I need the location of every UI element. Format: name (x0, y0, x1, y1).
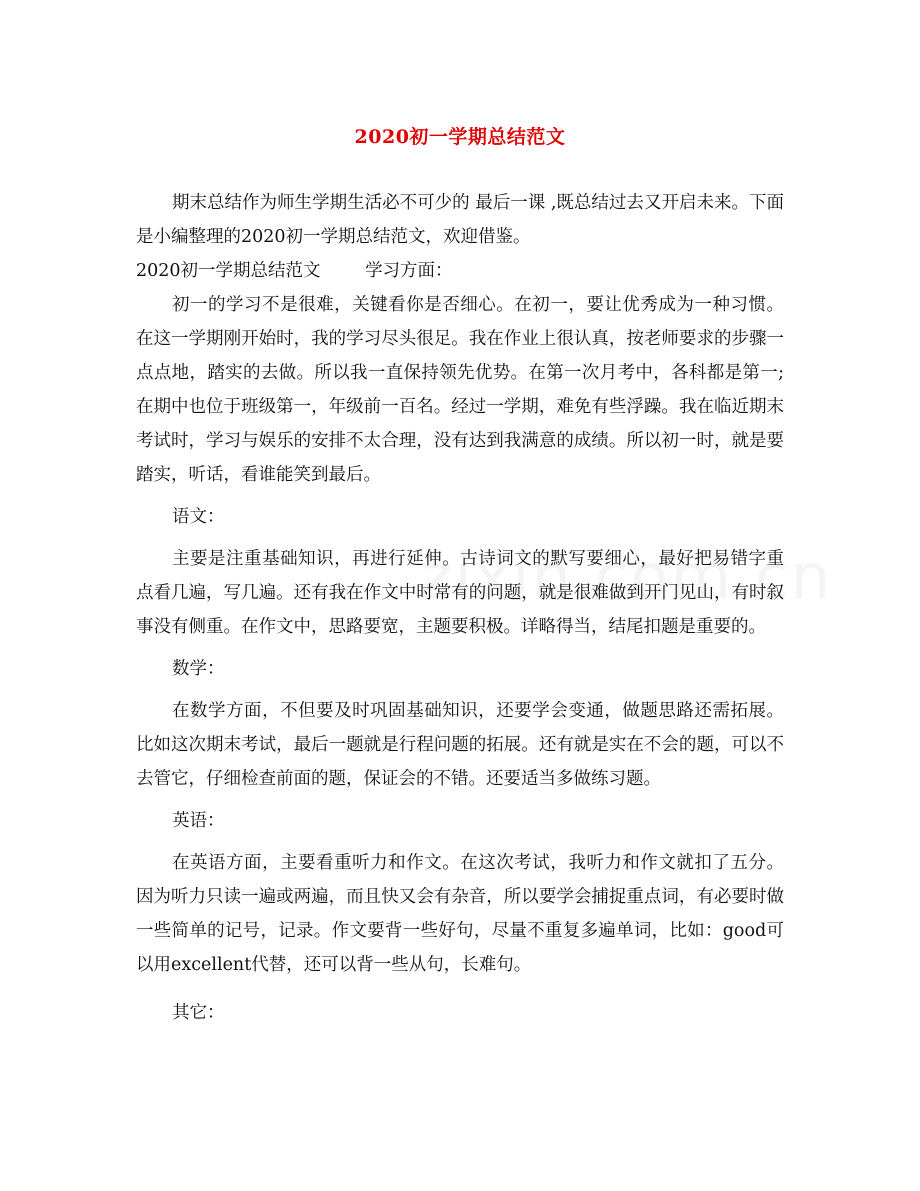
chinese-heading: 语文： (172, 507, 225, 527)
math-paragraph: 在数学方面，不但要及时巩固基础知识，还要学会变通，做题思路还需拓展。比如这次期末考试，最后一题就是行程问题的拓展。还有就是实在不会的题，可以不去管它，仔细检查前面的题，保证会的不错。还要适当多做练习题。 (136, 701, 784, 789)
document-body (136, 186, 784, 1030)
study-section-heading: 学习方面： (365, 261, 453, 281)
study-paragraph: 初一的学习不是很难，关键看你是否细心。在初一，要让优秀成为一种习惯。在这一学期刚开始时，我的学习尽头很足。我在作业上很认真，按老师要求的步骤一点点地，踏实的去做。所以我一直保持领先优势。在第一次月考中，各科都是第一;在期中也位于班级第一，年级前一百名。经过一学期，难免有些浮躁。我在临近期末考试时，学习与娱乐的安排不太合理，没有达到我满意的成绩。所以初一时，就是要踏实，听话，看谁能笑到最后。 (136, 295, 784, 485)
chinese-paragraph: 主要是注重基础知识，再进行延伸。古诗词文的默写要细心，最好把易错字重点看几遍，写几遍。还有我在作文中时常有的问题，就是很难做到开门见山，有时叙事没有侧重。在作文中，思路要宽，主题要积极。详略得当，结尾扣题是重要的。 (136, 549, 784, 637)
section-subline (136, 254, 784, 288)
other-heading: 其它： (172, 1003, 225, 1023)
subline-title: 2020初一学期总结范文 (136, 261, 321, 281)
english-heading: 英语： (172, 811, 225, 831)
document-title: 2020初一学期总结范文 (354, 126, 566, 148)
english-paragraph: 在英语方面，主要看重听力和作文。在这次考试，我听力和作文就扣了五分。因为听力只读一遍或两遍，而且快又会有杂音，所以要学会捕捉重点词，有必要时做一些简单的记号，记录。作文要背一些好句，尽量不重复多遍单词，比如：good可以用excellent代替，还可以背一些从句，长难句。 (136, 853, 784, 975)
intro-paragraph: 期末总结作为师生学期生活必不可少的 最后一课 ,既总结过去又开启未来。下面是小编整理的2020初一学期总结范文，欢迎借鉴。 (136, 193, 784, 247)
math-heading: 数学： (172, 659, 225, 679)
